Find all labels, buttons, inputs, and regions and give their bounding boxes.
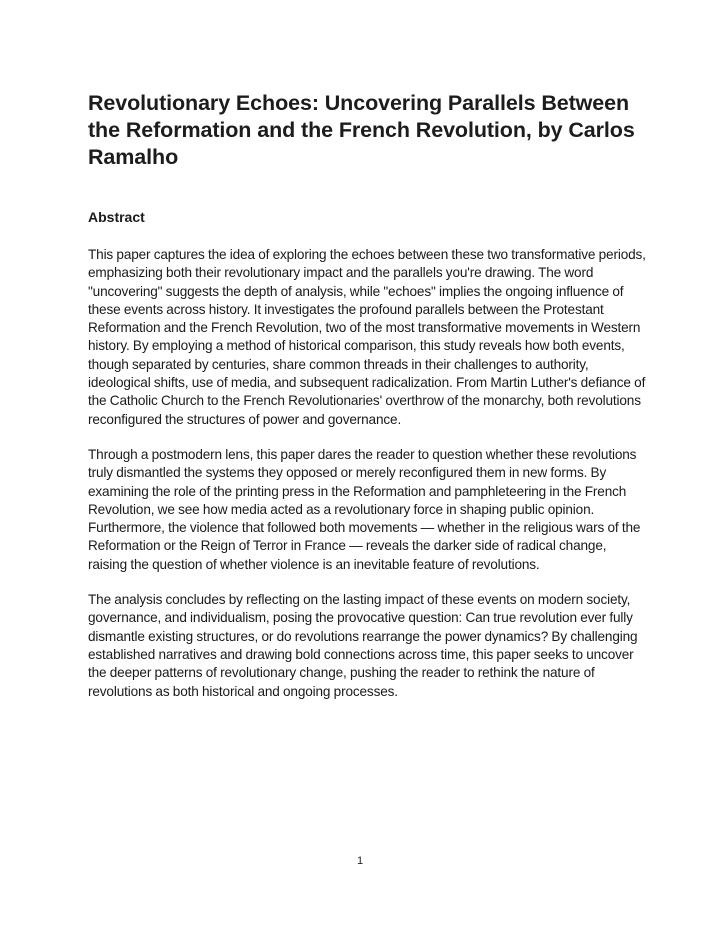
page-number: 1	[356, 855, 364, 867]
abstract-paragraph-2: Through a postmodern lens, this paper dares the reader to question whether these revolutions truly dismantled the systems they opposed or merely reconfigured them in new forms. By examining the role of the printing press in the Reformation and pamphleteering in the French Revolution, we see how media acted as a revolutionary force in shaping public opinion. Furthermore, the violence that followed both movements — whether in the religious wars of the Reformation or the Reign of Terror in France — reveals the darker side of radical change, raising the question of whether violence is an inevitable feature of revolutions.	[88, 446, 641, 572]
paper-title: Revolutionary Echoes: Uncovering Parallels Between the Reformation and the French Revolution, by Carlos Ramalho	[88, 91, 635, 169]
abstract-paragraph-1: This paper captures the idea of exploring the echoes between these two transformative periods, emphasizing both their revolutionary impact and the parallels you're drawing. The word "uncovering" suggests the depth of analysis, while "echoes" implies the ongoing influence of these events across history. It investigates the profound parallels between the Protestant Reformation and the French Revolution, two of the most transformative movements in Western history. By employing a method of historical comparison, this study reveals how both events, though separated by centuries, share common threads in their challenges to authority, ideological shifts, use of media, and subsequent radicalization. From Martin Luther's defiance of the Catholic Church to the French Revolutionaries' overthrow of the monarchy, both revolutions reconfigured the structures of power and governance.	[88, 247, 646, 427]
abstract-paragraph-3: The analysis concludes by reflecting on the lasting impact of these events on modern society, governance, and individualism, posing the provocative question: Can true revolution ever fully dismantle existing structures, or do revolutions rearrange the power dynamics? By challenging established narratives and drawing bold connections across time, this paper seeks to uncover the deeper patterns of revolutionary change, pushing the reader to rethink the nature of revolutions as both historical and ongoing processes.	[88, 592, 638, 699]
abstract-heading: Abstract	[88, 209, 145, 225]
document-page	[88, 80, 646, 701]
